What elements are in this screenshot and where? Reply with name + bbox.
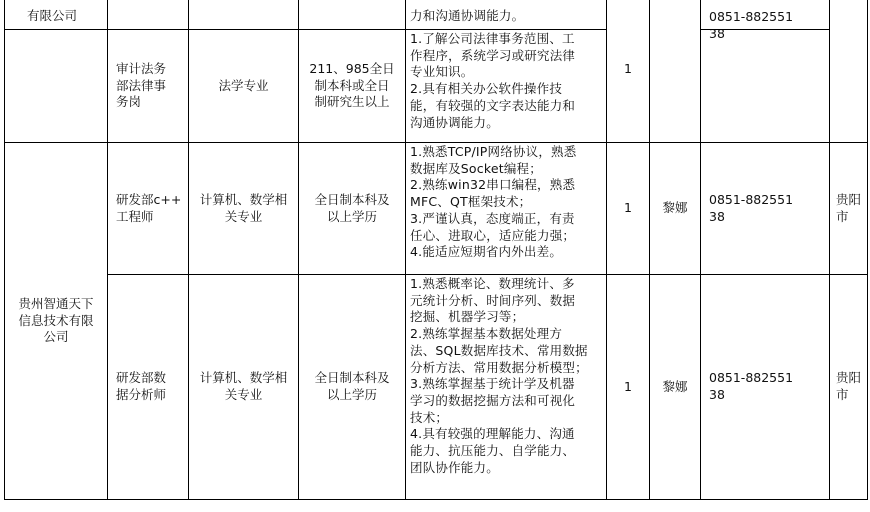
company-text: 公司 bbox=[43, 329, 69, 345]
phone-cell[interactable] bbox=[700, 0, 830, 41]
major-text: 计算机、数学相 bbox=[199, 191, 288, 207]
requirements-cell[interactable] bbox=[405, 142, 607, 275]
position-text: 研发部数 bbox=[116, 370, 167, 386]
education-text: 全日制本科及 bbox=[314, 191, 390, 207]
position-text: 研发部c++ bbox=[116, 191, 182, 207]
phone-text: 38 bbox=[709, 387, 725, 402]
requirements-text: 1.熟悉概率论、数理统计、多 bbox=[410, 276, 575, 291]
requirements-text: 力和沟通协调能力。 bbox=[410, 8, 525, 23]
phone-text: 38 bbox=[709, 25, 725, 41]
position-cell[interactable] bbox=[107, 0, 189, 30]
position-cell[interactable] bbox=[107, 274, 189, 500]
requirements-text: 能力、抗压能力、自学能力、 bbox=[410, 443, 576, 459]
phone-text: 0851-882551 bbox=[709, 370, 794, 386]
requirements-text: 沟通协调能力。 bbox=[410, 114, 499, 130]
requirements-text: 4.能适应短期省内外出差。 bbox=[410, 244, 563, 260]
phone-text: 38 bbox=[709, 208, 725, 224]
contact-cell[interactable] bbox=[649, 274, 701, 500]
major-cell[interactable] bbox=[188, 29, 299, 143]
position-text: 审计法务 bbox=[116, 60, 167, 76]
count-cell[interactable] bbox=[606, 0, 650, 143]
phone-text: 0851-882551 bbox=[709, 191, 794, 207]
requirements-text: 3.熟练掌握基于统计学及机器 bbox=[410, 376, 575, 392]
major-cell[interactable] bbox=[188, 0, 299, 30]
major-text: 关专业 bbox=[224, 208, 263, 224]
company-cell[interactable] bbox=[4, 29, 108, 143]
requirements-text: 2.熟练掌握基本数据处理方 bbox=[410, 326, 563, 342]
major-cell[interactable] bbox=[188, 142, 299, 275]
count-text: 1 bbox=[624, 378, 632, 394]
education-cell[interactable] bbox=[298, 274, 406, 500]
count-cell[interactable] bbox=[606, 142, 650, 275]
requirements-text: 能，有较强的文字表达能力和 bbox=[410, 97, 576, 113]
education-cell[interactable] bbox=[298, 142, 406, 275]
location-cell[interactable] bbox=[829, 0, 868, 143]
position-cell[interactable] bbox=[107, 142, 189, 275]
requirements-text: 数据库及Socket编程； bbox=[410, 160, 542, 176]
location-text: 贵阳市 bbox=[836, 191, 862, 224]
phone-cell[interactable] bbox=[700, 274, 830, 500]
requirements-text: 元统计分析、时间序列、数据 bbox=[410, 292, 576, 308]
sheet-bottom-edge bbox=[0, 505, 870, 512]
major-cell[interactable] bbox=[188, 274, 299, 500]
company-text: 有限公司 bbox=[27, 8, 78, 23]
company-text: 贵州智通天下 bbox=[18, 295, 94, 311]
phone-cell[interactable] bbox=[700, 142, 830, 275]
position-text: 据分析师 bbox=[116, 387, 167, 402]
contact-cell[interactable] bbox=[649, 0, 701, 143]
requirements-text: 法、SQL数据库技术、常用数据 bbox=[410, 342, 588, 358]
requirements-text: 1.熟悉TCP/IP网络协议，熟悉 bbox=[410, 144, 577, 159]
requirements-text: 3.严谨认真，态度端正，有责 bbox=[410, 210, 575, 226]
company-text: 信息技术有限 bbox=[18, 312, 94, 328]
education-text: 211、985全日 bbox=[309, 60, 395, 76]
contact-text: 黎娜 bbox=[662, 200, 688, 216]
major-text: 法学专业 bbox=[218, 77, 269, 93]
education-cell[interactable] bbox=[298, 29, 406, 143]
requirements-text: 4.具有较强的理解能力、沟通 bbox=[410, 426, 575, 442]
education-text: 以上学历 bbox=[326, 387, 377, 402]
major-text: 关专业 bbox=[224, 387, 263, 402]
position-cell[interactable] bbox=[107, 29, 189, 143]
position-text: 工程师 bbox=[116, 208, 154, 224]
requirements-cell[interactable] bbox=[405, 0, 607, 30]
major-text: 计算机、数学相 bbox=[199, 370, 288, 386]
education-text: 全日制本科及 bbox=[314, 370, 390, 386]
location-cell[interactable] bbox=[829, 142, 868, 275]
requirements-text: 2.具有相关办公软件操作技 bbox=[410, 81, 563, 97]
phone-cell[interactable] bbox=[700, 29, 830, 143]
company-cell[interactable] bbox=[4, 0, 108, 30]
requirements-cell[interactable] bbox=[405, 29, 607, 143]
contact-text: 黎娜 bbox=[662, 378, 688, 394]
location-cell[interactable] bbox=[829, 274, 868, 500]
position-text: 务岗 bbox=[116, 94, 142, 110]
requirements-text: 技术； bbox=[410, 409, 449, 425]
phone-text: 0851-882551 bbox=[709, 9, 794, 24]
education-text: 以上学历 bbox=[326, 208, 377, 224]
count-cell[interactable] bbox=[606, 274, 650, 500]
contact-cell[interactable] bbox=[649, 142, 701, 275]
requirements-text: 1.了解公司法律事务范围、工 bbox=[410, 31, 575, 46]
location-text: 贵阳市 bbox=[836, 370, 862, 402]
education-cell[interactable] bbox=[298, 0, 406, 30]
requirements-text: 任心、进取心，适应能力强； bbox=[410, 227, 576, 243]
requirements-text: 专业知识。 bbox=[410, 64, 474, 80]
count-text: 1 bbox=[624, 60, 632, 76]
company-cell[interactable] bbox=[4, 142, 108, 500]
position-text: 部法律事 bbox=[116, 77, 167, 93]
requirements-text: 分析方法、常用数据分析模型； bbox=[410, 359, 588, 375]
education-text: 制本科或全日 bbox=[314, 77, 390, 93]
requirements-cell[interactable] bbox=[405, 274, 607, 500]
requirements-text: 团队协作能力。 bbox=[410, 459, 499, 475]
requirements-text: MFC、QT框架技术； bbox=[410, 194, 532, 210]
requirements-text: 挖掘、机器学习等； bbox=[410, 309, 525, 325]
count-text: 1 bbox=[624, 200, 632, 216]
education-text: 制研究生以上 bbox=[314, 94, 390, 110]
requirements-text: 2.熟练win32串口编程，熟悉 bbox=[410, 177, 576, 193]
requirements-text: 作程序，系统学习或研究法律 bbox=[410, 47, 576, 63]
requirements-text: 学习的数据挖掘方法和可视化 bbox=[410, 392, 576, 408]
